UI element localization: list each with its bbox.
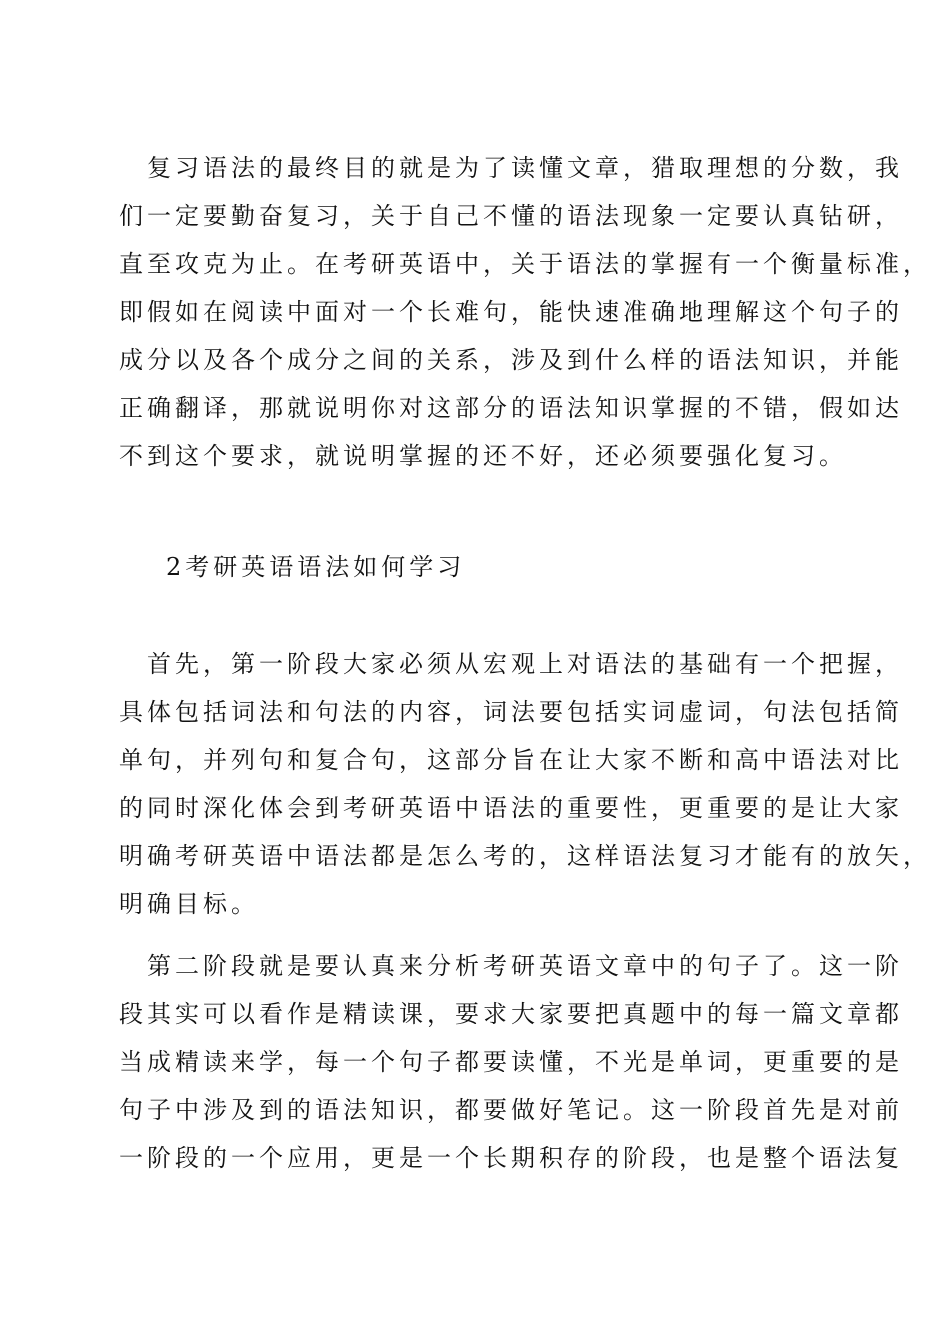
- text-line: 单句，并列句和复合句，这部分旨在让大家不断和高中语法对比: [119, 746, 903, 774]
- paragraph-grammar-review-goal: [119, 144, 931, 480]
- text-line: 明确考研英语中语法都是怎么考的，这样语法复习才能有的放矢，: [119, 842, 931, 870]
- text-line: 具体包括词法和句法的内容，词法要包括实词虚词，句法包括简: [119, 698, 903, 726]
- text-line: 们一定要勤奋复习，关于自己不懂的语法现象一定要认真钻研，: [119, 202, 903, 230]
- text-line: 不到这个要求，就说明掌握的还不好，还必须要强化复习。: [119, 442, 847, 470]
- text-line: 段其实可以看作是精读课，要求大家要把真题中的每一篇文章都: [119, 1000, 903, 1028]
- text-line: 明确目标。: [119, 890, 259, 918]
- text-line: 一阶段的一个应用，更是一个长期积存的阶段，也是整个语法复: [119, 1144, 903, 1172]
- text-line: 第二阶段就是要认真来分析考研英语文章中的句子了。这一阶: [119, 952, 903, 980]
- text-line: 的同时深化体会到考研英语中语法的重要性，更重要的是让大家: [119, 794, 903, 822]
- text-line: 首先，第一阶段大家必须从宏观上对语法的基础有一个把握，: [119, 650, 903, 678]
- text-line: 当成精读来学，每一个句子都要读懂，不光是单词，更重要的是: [119, 1048, 903, 1076]
- section-heading: [166, 543, 906, 591]
- text-line: 即假如在阅读中面对一个长难句，能快速准确地理解这个句子的: [119, 298, 903, 326]
- text-line: 复习语法的最终目的就是为了读懂文章，猎取理想的分数，我: [119, 154, 903, 182]
- paragraph-stage-one: [119, 640, 931, 928]
- section-heading-text: 2考研英语语法如何学习: [166, 553, 466, 581]
- paragraph-stage-two: [119, 942, 903, 1182]
- text-line: 成分以及各个成分之间的关系，涉及到什么样的语法知识，并能: [119, 346, 903, 374]
- text-line: 直至攻克为止。在考研英语中，关于语法的掌握有一个衡量标准，: [119, 250, 931, 278]
- text-line: 正确翻译，那就说明你对这部分的语法知识掌握的不错，假如达: [119, 394, 903, 422]
- text-line: 句子中涉及到的语法知识，都要做好笔记。这一阶段首先是对前: [119, 1096, 903, 1124]
